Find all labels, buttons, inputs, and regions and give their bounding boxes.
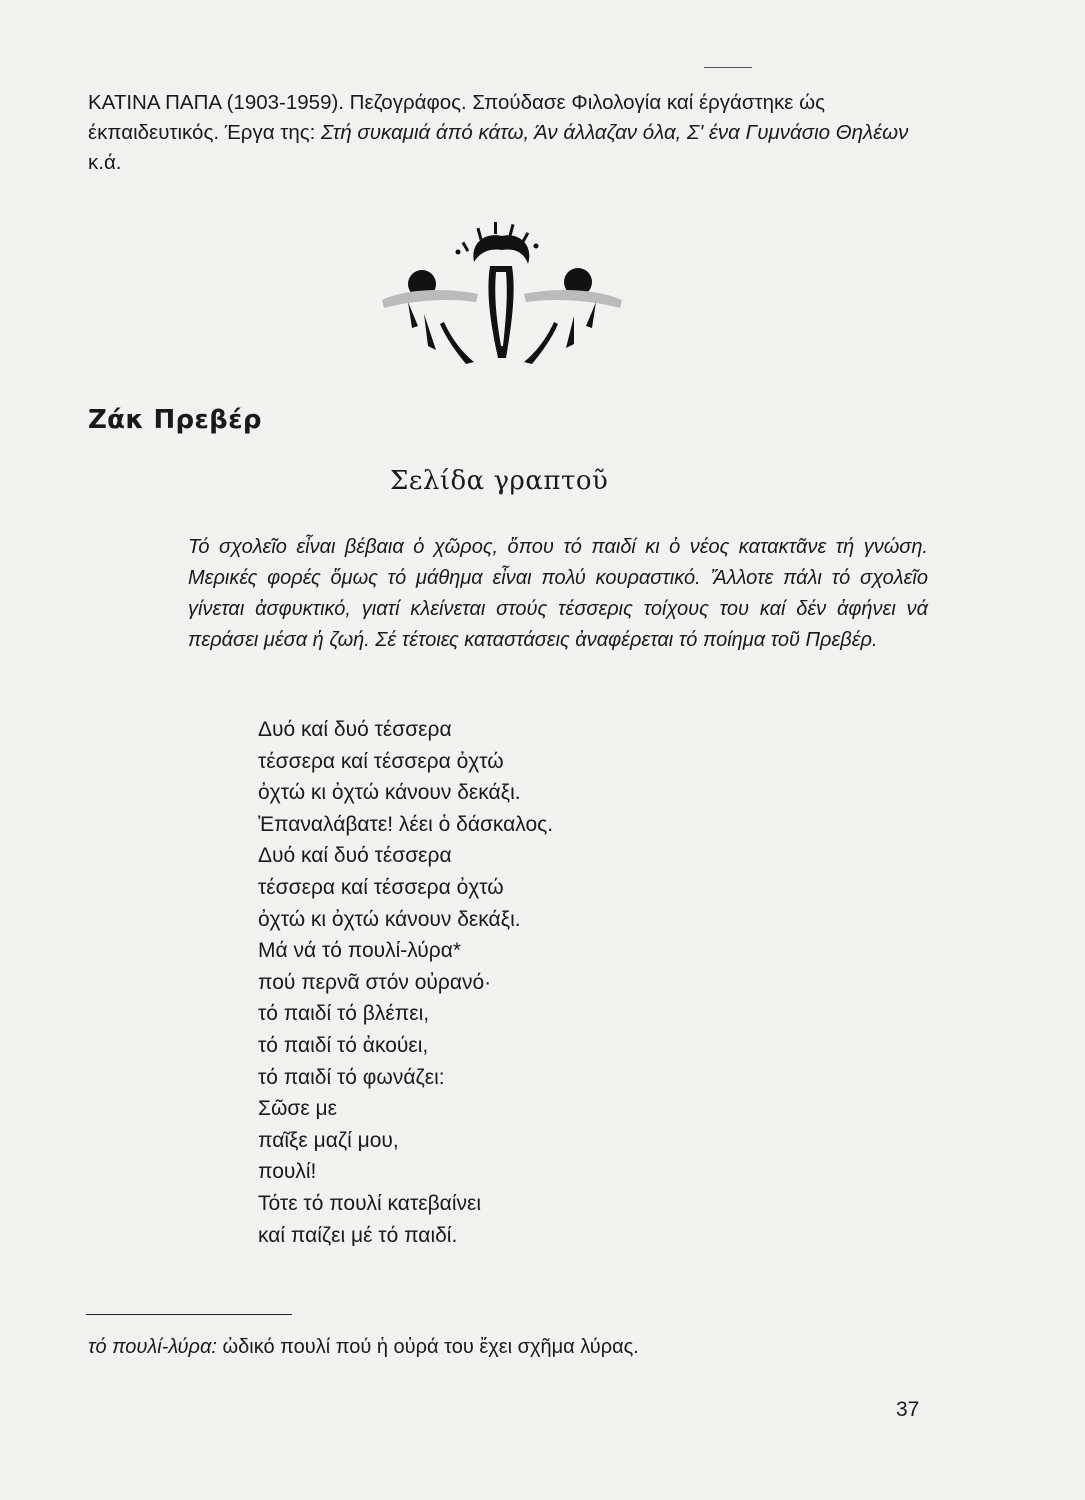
footnote-definition: ὠδικό πουλί πού ἡ οὐρά του ἔχει σχῆμα λύρας. <box>216 1336 639 1358</box>
poem-line: Δυό καί δυό τέσσερα <box>258 718 452 741</box>
author-bio <box>88 88 938 178</box>
bio-works: Στή συκαμιά άπό κάτω, Άν άλλαζαν όλα, Σ' ένα Γυμνάσιο Θηλέων <box>321 121 909 144</box>
bio-text: ΚΑΤΙΝΑ ΠΑΠΑ (1903-1959). Πεζογράφος. Σπούδασε Φιλολογία καί έργάστηκε ώς έκπαιδευτικός. Έργα της: <box>88 91 826 144</box>
footnote-term: τό πουλί-λύρα: <box>88 1336 217 1358</box>
poem-line: καί παίζει μέ τό παιδί. <box>258 1223 458 1247</box>
poem-line: παῖξε μαζί μου, <box>258 1128 399 1152</box>
poem-line: τό παιδί τό βλέπει, <box>258 1002 430 1026</box>
poem-line: πουλί! <box>258 1160 317 1184</box>
bio-tail: κ.ά. <box>88 151 122 174</box>
poem-line: Σῶσε με <box>258 1097 337 1121</box>
poem-line: Μά νά τό πουλί-λύρα* <box>258 939 462 963</box>
poem-line: πού περνᾶ στόν οὐρανό· <box>258 970 492 994</box>
dancing-figures-illustration <box>378 222 626 372</box>
poem-introduction: Τό σχολεῖο εἶναι βέβαια ὁ χῶρος, ὅπου τό παιδί κι ὁ νέος κατακτᾶνε τή γνώση. Μερικές φορές ὅμως τό μάθημα εἶναι πολύ κουραστικό. Ἄλλοτε πάλι τό σχολεῖο γίνεται ἀσφυκτικό, γιατί κλείνεται στούς τέσσερις τοίχους του καί δέν ἀφήνει νά περάσει μέσα ἡ ζωή. Σέ τέτοιες καταστάσεις ἀναφέρεται τό ποίημα τοῦ Πρεβέρ. <box>188 536 928 651</box>
author-name: Ζάκ Πρεβέρ <box>88 405 262 435</box>
poem-line: Ἐπαναλάβατε! λέει ὁ δάσκαλος. <box>258 812 554 836</box>
footnote-divider <box>86 1314 292 1315</box>
page-number: 37 <box>896 1398 920 1421</box>
poem-line: τό παιδί τό ἀκούει, <box>258 1033 429 1057</box>
poem-line: ὀχτώ κι ὀχτώ κάνουν δεκάξι. <box>258 781 521 805</box>
poem-line: τέσσερα καί τέσσερα ὀχτώ <box>258 749 504 773</box>
poem-line: Δυό καί δυό τέσσερα <box>258 844 452 868</box>
poem-title: Σελίδα γραπτοῦ <box>390 466 609 496</box>
poem-line: ὀχτώ κι ὀχτώ κάνουν δεκάξι. <box>258 907 521 931</box>
poem-line: τέσσερα καί τέσσερα ὀχτώ <box>258 875 504 899</box>
top-mark <box>704 67 752 68</box>
poem-body <box>258 714 553 1251</box>
poem-line: τό παιδί τό φωνάζει: <box>258 1065 445 1089</box>
footnote <box>88 1333 639 1361</box>
poem-line: Τότε τό πουλί κατεβαίνει <box>258 1191 482 1215</box>
